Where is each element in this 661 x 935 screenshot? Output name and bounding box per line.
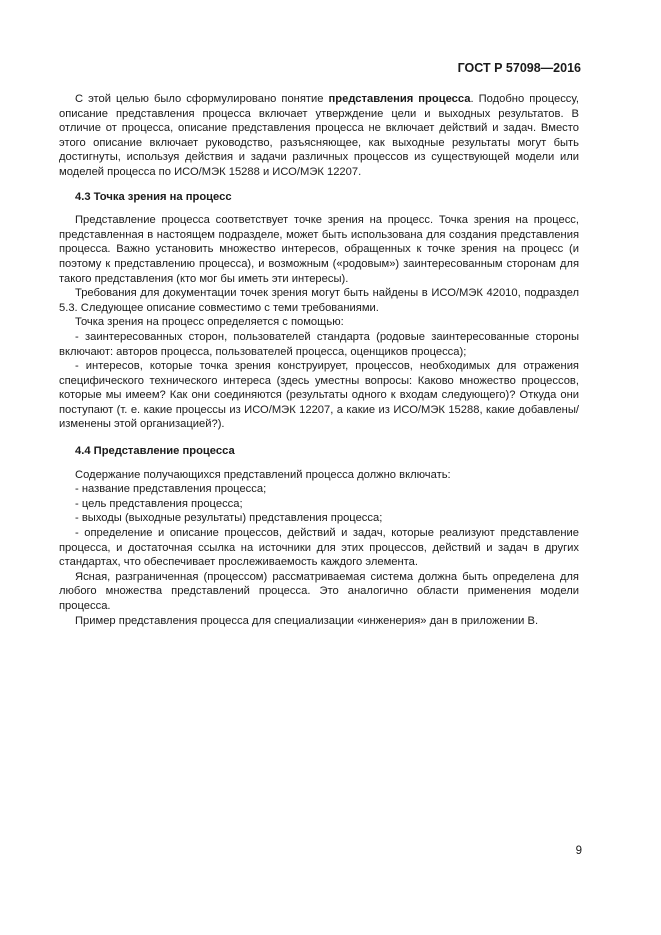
intro-text-start: С этой целью было сформулировано понятие — [75, 93, 329, 105]
section-4-4-paragraph: Пример представления процесса для специализации «инженерия» дан в приложении В. — [75, 614, 539, 627]
section-4-4-heading: 4.4 Представление процесса — [75, 445, 235, 458]
section-4-4-paragraph: Ясная, разграниченная (процессом) рассматриваемая система должна быть определена для любого множества представлений процесса. Это аналогично области применения модели процесса. — [59, 570, 579, 612]
section-4-4-list-item: - название представления процесса; — [75, 483, 267, 496]
section-4-3-heading: 4.3 Точка зрения на процесс — [75, 190, 232, 203]
section-4-4-list-item: - выходы (выходные результаты) представления процесса; — [75, 512, 383, 525]
section-4-3-list-item: - интересов, которые точка зрения конструирует, процессов, необходимых для отражения специфического технического интереса (здесь уместны вопросы: Каково множество процессов, которые мы имеем? Как они соединяются (результаты одного к входам следующего)? Откуда они поступают (т. е. какие процессы из ИСО/МЭК 12207, а какие из ИСО/МЭК 15288, какие добавлены/изменены этой организацией?). — [59, 360, 579, 431]
section-4-4-paragraph: Содержание получающихся представлений процесса должно включать: — [75, 468, 451, 481]
section-4-3-paragraph: Требования для документации точек зрения могут быть найдены в ИСО/МЭК 42010, подраздел 5.3. Следующее описание совместимо с теми требованиями. — [59, 287, 579, 314]
section-4-3-paragraph: Представление процесса соответствует точке зрения на процесс. Точка зрения на процесс, представленная в настоящем подразделе, может быть использована для создания представления процесса. Важно установить множество интересов, обращенных к точке зрения на процесс (и поэтому к представлению процесса), и возможным («родовым») заинтересованным сторонам для такого представления (кто мог бы иметь эти интересы). — [59, 214, 579, 285]
page-body — [59, 92, 579, 628]
page-number: 9 — [575, 845, 582, 857]
section-4-4-list-item: - цель представления процесса; — [75, 497, 243, 510]
document-id: ГОСТ Р 57098—2016 — [457, 61, 581, 75]
section-4-3-paragraph: Точка зрения на процесс определяется с помощью: — [75, 316, 344, 329]
section-4-3-list-item: - заинтересованных сторон, пользователей стандарта (родовые заинтересованные стороны включают: авторов процесса, пользователей процесса, оценщиков процесса); — [59, 330, 579, 358]
intro-term-bold: представления процесса — [328, 93, 471, 105]
section-4-4-list-item: - определение и описание процессов, действий и задач, которые реализуют представление процесса, и достаточная ссылка на источники для этих процессов, действий и задач в других стандартах, что обеспечивает прослеживаемость каждого элемента. — [59, 527, 579, 569]
intro-paragraph — [59, 92, 579, 180]
intro-text-end: . Подобно процессу, описание представления процесса включает утверждение цели и выходных результатов. В отличие от процесса, описание представления процесса не включает действий и задач. Вместо этого описание включает руководство, разъясняющее, как выходные результаты могут быть достигнуты, используя действия и задачи различных процессов из существующей модели или моделей процесса по ИСО/МЭК 15288 и ИСО/МЭК 12207. — [59, 93, 579, 178]
